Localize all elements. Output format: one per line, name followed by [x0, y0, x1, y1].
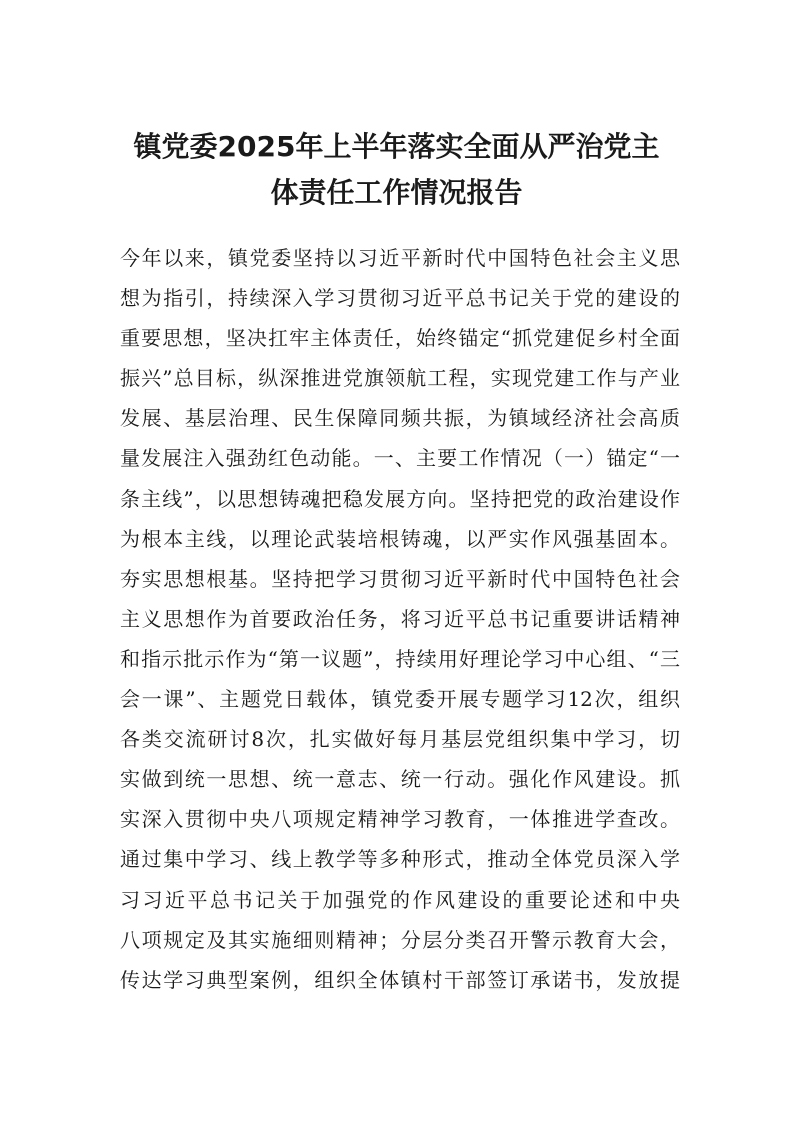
body-line: 习习近平总书记关于加强党的作风建设的重要论述和中央 [120, 887, 680, 912]
body-line: 发展、基层治理、民生保障同频共振，为镇域经济社会高质 [120, 406, 680, 431]
document-title-line-2: 体责任工作情况报告 [270, 176, 523, 209]
body-line: 会一课”、主题党日载体，镇党委开展专题学习12次，组织 [120, 687, 680, 712]
body-line: 为根本主线，以理论武装培根铸魂，以严实作风强基固本。 [120, 526, 680, 551]
body-line: 八项规定及其实施细则精神；分层分类召开警示教育大会， [120, 927, 680, 952]
body-line: 主义思想作为首要政治任务，将习近平总书记重要讲话精神 [120, 606, 680, 631]
body-line: 今年以来，镇党委坚持以习近平新时代中国特色社会主义思 [120, 246, 680, 270]
body-line: 想为指引，持续深入学习贯彻习近平总书记关于党的建设的 [120, 286, 680, 311]
body-line: 条主线”，以思想铸魂把稳发展方向。坚持把党的政治建设作 [120, 486, 680, 511]
body-line: 振兴”总目标，纵深推进党旗领航工程，实现党建工作与产业 [120, 366, 680, 391]
document-title-line-1: 镇党委2025年上半年落实全面从严治党主 [133, 130, 660, 163]
body-line: 通过集中学习、线上教学等多种形式，推动全体党员深入学 [120, 847, 680, 872]
body-line: 和指示批示作为“第一议题”，持续用好理论学习中心组、“三 [120, 646, 680, 671]
document-body [120, 238, 680, 1000]
body-line: 重要思想，坚决扛牢主体责任，始终锚定“抓党建促乡村全面 [120, 326, 680, 351]
body-line: 传达学习典型案例，组织全体镇村干部签订承诺书，发放提 [120, 967, 680, 992]
body-line: 量发展注入强劲红色动能。一、主要工作情况（一）锚定“一 [120, 446, 680, 471]
body-line: 各类交流研讨8次，扎实做好每月基层党组织集中学习，切 [120, 727, 680, 752]
body-line: 实做到统一思想、统一意志、统一行动。强化作风建设。抓 [120, 767, 680, 792]
body-line: 夯实思想根基。坚持把学习贯彻习近平新时代中国特色社会 [120, 566, 680, 591]
body-line: 实深入贯彻中央八项规定精神学习教育，一体推进学查改。 [120, 807, 680, 832]
